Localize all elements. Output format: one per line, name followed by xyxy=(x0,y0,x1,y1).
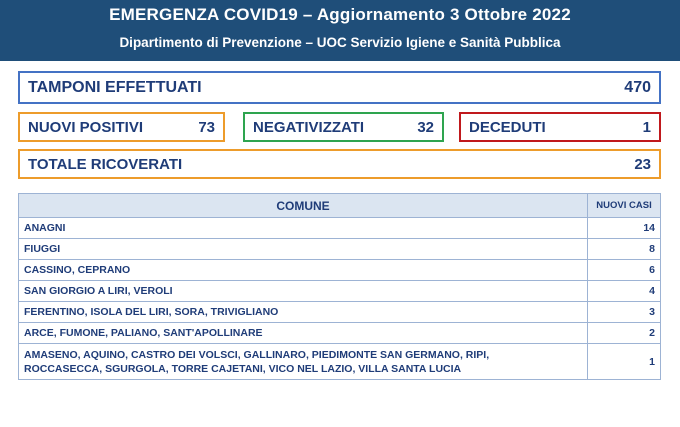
table-row xyxy=(19,281,661,302)
table-row xyxy=(19,344,661,380)
casi-cell: 2 xyxy=(588,323,661,344)
deceduti-label: DECEDUTI xyxy=(469,118,546,136)
comune-line-2: ROCCASECCA, SGURGOLA, TORRE CAJETANI, VICO NEL LAZIO, VILLA SANTA LUCIA xyxy=(24,362,462,375)
deceduti-box xyxy=(459,112,661,142)
table-row xyxy=(19,218,661,239)
table-row xyxy=(19,302,661,323)
comune-cell: SAN GIORGIO A LIRI, VEROLI xyxy=(19,281,588,302)
casi-cell: 3 xyxy=(588,302,661,323)
page-title: EMERGENZA COVID19 – Aggiornamento 3 Ottobre 2022 xyxy=(109,5,571,24)
positivi-label: NUOVI POSITIVI xyxy=(28,118,144,136)
casi-cell: 1 xyxy=(588,344,661,380)
comune-cell: FIUGGI xyxy=(19,239,588,260)
column-header-comune: COMUNE xyxy=(19,194,588,218)
tamponi-value: 470 xyxy=(624,78,651,96)
deceduti-value: 1 xyxy=(642,118,651,136)
positivi-value: 73 xyxy=(198,118,215,136)
comuni-table xyxy=(18,193,661,380)
tamponi-box xyxy=(18,71,661,104)
casi-cell: 8 xyxy=(588,239,661,260)
negativizzati-value: 32 xyxy=(417,118,434,136)
table-row xyxy=(19,239,661,260)
comune-line-1: AMASENO, AQUINO, CASTRO DEI VOLSCI, GALLINARO, PIEDIMONTE SAN GERMANO, RIPI, xyxy=(24,348,490,361)
table-header-row xyxy=(19,194,661,218)
table-row xyxy=(19,323,661,344)
casi-cell: 14 xyxy=(588,218,661,239)
comune-cell: FERENTINO, ISOLA DEL LIRI, SORA, TRIVIGLIANO xyxy=(19,302,588,323)
negativizzati-box xyxy=(243,112,444,142)
page-subtitle: Dipartimento di Prevenzione – UOC Servizio Igiene e Sanità Pubblica xyxy=(119,35,561,50)
page-header xyxy=(0,0,680,61)
comune-cell: CASSINO, CEPRANO xyxy=(19,260,588,281)
negativizzati-label: NEGATIVIZZATI xyxy=(253,118,365,136)
comune-cell: ARCE, FUMONE, PALIANO, SANT'APOLLINARE xyxy=(19,323,588,344)
table-row xyxy=(19,260,661,281)
ricoverati-box xyxy=(18,149,661,179)
casi-cell: 4 xyxy=(588,281,661,302)
positivi-box xyxy=(18,112,225,142)
casi-cell: 6 xyxy=(588,260,661,281)
comune-cell: ANAGNI xyxy=(19,218,588,239)
ricoverati-label: TOTALE RICOVERATI xyxy=(28,155,183,173)
comune-cell xyxy=(19,344,588,380)
column-header-nuovi-casi: NUOVI CASI xyxy=(588,194,661,218)
ricoverati-value: 23 xyxy=(634,155,651,173)
tamponi-label: TAMPONI EFFETTUATI xyxy=(28,78,202,96)
